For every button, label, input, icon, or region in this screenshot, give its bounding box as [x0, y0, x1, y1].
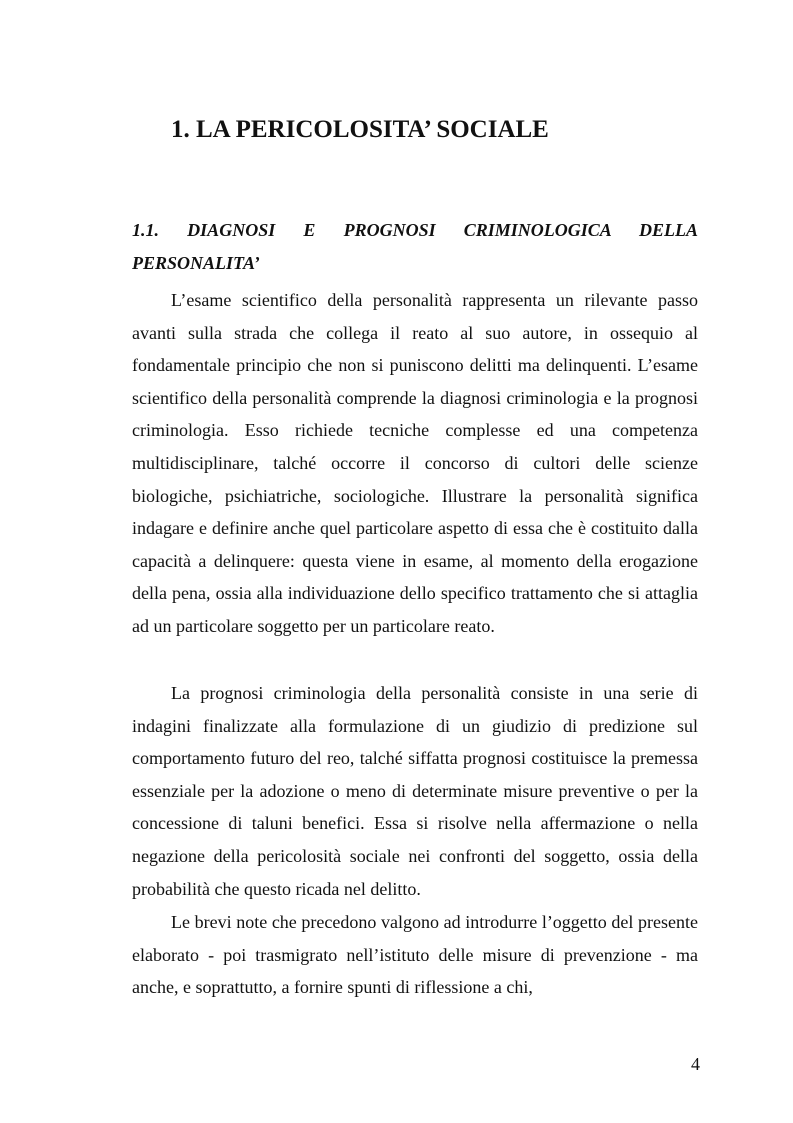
chapter-title: 1. LA PERICOLOSITA’ SOCIALE [171, 116, 549, 143]
paragraph-2: La prognosi criminologia della personalità consiste in una serie di indagini finalizzate alla formulazione di un giudizio di predizione sul comportamento futuro del reo, talché siffatta prognosi costituisce la premessa essenziale per la adozione o meno di determinate misure preventive o per la concessione di taluni benefici. Essa si risolve nella affermazione o nella negazione della pericolosità sociale nei confronti del soggetto, ossia della probabilità che questo ricada nel delitto. [132, 683, 698, 899]
section-heading [132, 214, 698, 279]
page-number: 4 [691, 1054, 700, 1074]
paragraph-1: L’esame scientifico della personalità rappresenta un rilevante passo avanti sulla strada che collega il reato al suo autore, in ossequio al fondamentale principio che non si puniscono delitti ma delinquenti. L’esame scientifico della personalità comprende la diagnosi criminologia e la prognosi criminologia. Esso richiede tecniche complesse ed una competenza multidisciplinare, talché occorre il concorso di cultori delle scienze biologiche, psichiatriche, sociologiche. Illustrare la personalità significa indagare e definire anche quel particolare aspetto di essa che è costituito dalla capacità a delinquere: questa viene in esame, al momento della erogazione della pena, ossia alla individuazione dello specifico trattamento che si attaglia ad un particolare soggetto per un particolare reato. [132, 290, 698, 636]
section-heading-line-1: 1.1. DIAGNOSI E PROGNOSI CRIMINOLOGICA DELLA [132, 220, 698, 240]
paragraph-3: Le brevi note che precedono valgono ad introdurre l’oggetto del presente elaborato - poi trasmigrato nell’istituto delle misure di prevenzione - ma anche, e soprattutto, a fornire spunti di riflessione a chi, [132, 912, 698, 998]
section-heading-line-2: PERSONALITA’ [132, 252, 260, 273]
